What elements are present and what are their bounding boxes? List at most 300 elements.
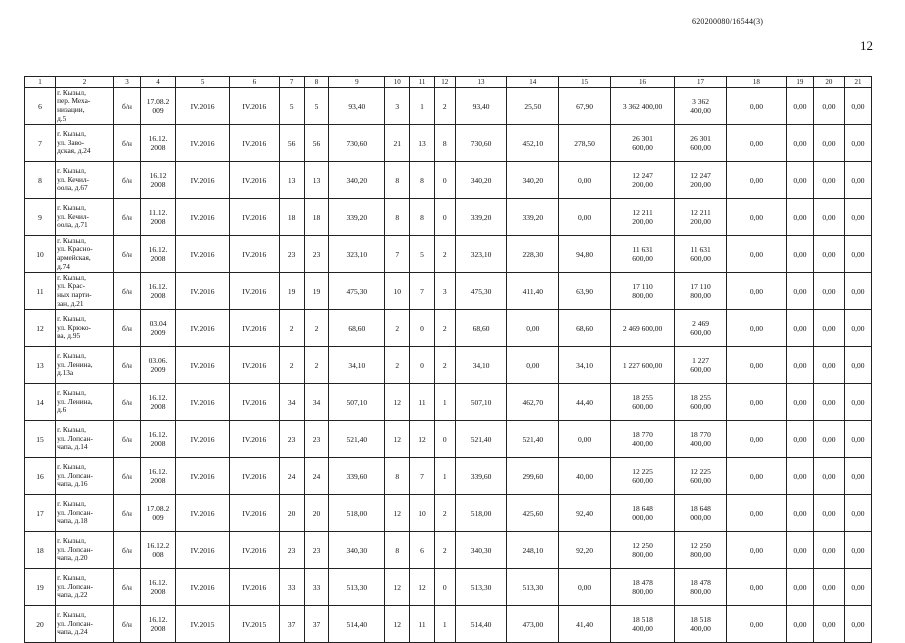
table-cell: б/н [114,273,141,310]
table-cell: 40,00 [559,458,611,495]
table-cell: 12 225 600,00 [610,458,674,495]
table-cell: 68,60 [455,310,507,347]
column-number: 19 [786,77,813,88]
table-cell: 34,10 [329,347,385,384]
table-cell: 0,00 [844,273,871,310]
table-cell: 2 [434,347,455,384]
table-cell: IV.2016 [176,421,230,458]
table-cell: 19 [304,273,329,310]
table-cell: 23 [279,421,304,458]
table-cell: 13 [25,347,56,384]
table-cell: 0,00 [813,384,844,421]
address-cell: г. Кызыл, ул. Лопсан- чапа, д.16 [56,458,114,495]
table-cell: 12 [385,384,410,421]
table-cell: 0,00 [813,458,844,495]
table-cell: 248,10 [507,532,559,569]
table-cell: 34 [304,384,329,421]
table-cell: 18 648 000,00 [610,495,674,532]
table-cell: 0,00 [559,421,611,458]
table-cell: 513,30 [455,569,507,606]
table-cell: 2 [434,495,455,532]
table-cell: 18 770 400,00 [610,421,674,458]
table-cell: 03.06. 2009 [140,347,175,384]
table-cell: 339,20 [507,199,559,236]
table-cell: 0 [434,421,455,458]
table-cell: б/н [114,236,141,273]
table-cell: 475,30 [329,273,385,310]
table-cell: 411,40 [507,273,559,310]
table-cell: 730,60 [329,125,385,162]
table-cell: 26 301 600,00 [675,125,727,162]
address-cell: г. Кызыл, ул. Лопсан- чапа, д.14 [56,421,114,458]
table-cell: 0,00 [786,273,813,310]
table-cell: 0,00 [844,88,871,125]
table-cell: 18 478 800,00 [675,569,727,606]
table-cell: 1 [410,88,435,125]
table-cell: 17 110 800,00 [675,273,727,310]
table-cell: 473,00 [507,606,559,643]
table-cell: 0,00 [786,88,813,125]
table-cell: 0,00 [786,421,813,458]
table-cell: б/н [114,495,141,532]
table-cell: IV.2016 [176,125,230,162]
table-cell: 0,00 [726,606,786,643]
table-cell: 339,60 [329,458,385,495]
table-cell: б/н [114,199,141,236]
table-cell: IV.2016 [229,458,279,495]
table-cell: 0,00 [813,199,844,236]
table-cell: 20 [304,495,329,532]
table-cell: б/н [114,458,141,495]
table-cell: 0,00 [559,199,611,236]
table-cell: 521,40 [507,421,559,458]
table-cell: 0,00 [844,569,871,606]
table-cell: 34 [279,384,304,421]
table-cell: 0,00 [786,458,813,495]
table-cell: 34,10 [559,347,611,384]
table-cell: 2 469 600,00 [675,310,727,347]
table-cell: IV.2016 [176,532,230,569]
table-cell: 18 [25,532,56,569]
table-cell: 18 255 600,00 [675,384,727,421]
table-cell: 11 [25,273,56,310]
table-cell: б/н [114,310,141,347]
table-cell: IV.2016 [176,162,230,199]
table-cell: 11.12. 2008 [140,199,175,236]
table-cell: IV.2015 [176,606,230,643]
table-cell: 23 [304,532,329,569]
column-number: 8 [304,77,329,88]
table-cell: 33 [279,569,304,606]
table-cell: 17 [25,495,56,532]
table-cell: 12 250 800,00 [675,532,727,569]
table-cell: 0,00 [726,384,786,421]
table-cell: 0,00 [786,384,813,421]
table-cell: 8 [385,199,410,236]
table-cell: 0 [410,310,435,347]
table-cell: 5 [279,88,304,125]
table-cell: 18 518 400,00 [610,606,674,643]
table-cell: 0 [434,199,455,236]
table-cell: 19 [25,569,56,606]
table-cell: 0,00 [844,199,871,236]
table-cell: IV.2016 [229,384,279,421]
table-cell: 8 [434,125,455,162]
table-cell: 16.12. 2008 [140,384,175,421]
table-cell: 33 [304,569,329,606]
table-cell: IV.2016 [176,458,230,495]
address-cell: г. Кызыл, ул. Ленина, д.6 [56,384,114,421]
table-cell: IV.2015 [229,606,279,643]
table-cell: 93,40 [329,88,385,125]
table-cell: 12 247 200,00 [610,162,674,199]
table-cell: 0 [434,162,455,199]
table-cell: 0,00 [813,347,844,384]
table-cell: 92,20 [559,532,611,569]
table-cell: 0,00 [844,310,871,347]
table-cell: 730,60 [455,125,507,162]
table-cell: IV.2016 [229,236,279,273]
table-cell: 518,00 [329,495,385,532]
table-cell: 0,00 [726,125,786,162]
table-cell: 18 [304,199,329,236]
table-cell: 16.12 2008 [140,162,175,199]
column-number: 17 [675,77,727,88]
table-cell: б/н [114,162,141,199]
address-cell: г. Кызыл, ул. Красно- армейская, д.74 [56,236,114,273]
column-number: 9 [329,77,385,88]
table-cell: 339,60 [455,458,507,495]
table-row [25,236,872,273]
table-cell: 12 [385,495,410,532]
table-cell: 23 [279,532,304,569]
table-cell: 12 [25,310,56,347]
table-cell: 0,00 [844,347,871,384]
column-number: 1 [25,77,56,88]
table-cell: 0,00 [813,310,844,347]
table-cell: 1 [434,458,455,495]
table-cell: 12 211 200,00 [610,199,674,236]
address-cell: г. Кызыл, ул. Кечил- оола, д.71 [56,199,114,236]
table-cell: 37 [279,606,304,643]
table-cell: 16.12. 2008 [140,421,175,458]
table-cell: 0,00 [726,532,786,569]
table-cell: 15 [25,421,56,458]
table-cell: 323,10 [455,236,507,273]
table-cell: 0,00 [726,273,786,310]
table-cell: 10 [410,495,435,532]
table-cell: IV.2016 [229,347,279,384]
table-cell: 0,00 [559,162,611,199]
table-cell: 12 250 800,00 [610,532,674,569]
table-cell: 18 518 400,00 [675,606,727,643]
table-cell: 507,10 [329,384,385,421]
table-cell: 0,00 [726,236,786,273]
table-cell: 67,90 [559,88,611,125]
table-cell: IV.2016 [229,88,279,125]
table-cell: 2 [434,310,455,347]
table-cell: 16.12. 2008 [140,458,175,495]
table-cell: 11 631 600,00 [610,236,674,273]
table-cell: 0,00 [786,236,813,273]
table-cell: 11 631 600,00 [675,236,727,273]
table-cell: 24 [304,458,329,495]
table-cell: 0,00 [844,125,871,162]
table-cell: 0,00 [726,162,786,199]
table-cell: 475,30 [455,273,507,310]
table-cell: 24 [279,458,304,495]
table-cell: 0,00 [726,495,786,532]
table-cell: б/н [114,384,141,421]
table-cell: 513,30 [507,569,559,606]
column-number: 12 [434,77,455,88]
table-cell: 513,30 [329,569,385,606]
table-cell: 18 255 600,00 [610,384,674,421]
table-cell: 7 [25,125,56,162]
table-cell: 13 [304,162,329,199]
table-cell: 37 [304,606,329,643]
table-cell: 10 [25,236,56,273]
address-cell: г. Кызыл, ул. Заво- дская, д.24 [56,125,114,162]
table-cell: 2 [304,310,329,347]
table-cell: 0,00 [786,162,813,199]
table-cell: 2 [434,532,455,569]
table-cell: 0,00 [786,532,813,569]
table-cell: 0,00 [507,347,559,384]
table-cell: 0,00 [844,421,871,458]
table-cell: 507,10 [455,384,507,421]
table-cell: 340,20 [329,162,385,199]
table-cell: 20 [279,495,304,532]
table-cell: 8 [410,199,435,236]
housing-register-table [24,76,872,643]
table-cell: 13 [410,125,435,162]
table-cell: б/н [114,347,141,384]
table-cell: 9 [25,199,56,236]
column-number: 3 [114,77,141,88]
table-row [25,495,872,532]
table-cell: 0,00 [507,310,559,347]
table-cell: 1 [434,384,455,421]
table-cell: IV.2016 [229,273,279,310]
table-cell: 0 [434,569,455,606]
address-cell: г. Кызыл, ул. Крюко- ва, д.95 [56,310,114,347]
table-cell: 0,00 [813,273,844,310]
table-cell: 16 [25,458,56,495]
table-cell: 0,00 [844,606,871,643]
table-cell: 21 [385,125,410,162]
table-cell: 0,00 [813,162,844,199]
table-cell: 7 [410,273,435,310]
table-cell: 68,60 [329,310,385,347]
table-cell: 16.12. 2008 [140,125,175,162]
table-cell: IV.2016 [229,569,279,606]
table-cell: 26 301 600,00 [610,125,674,162]
table-cell: 514,40 [455,606,507,643]
table-cell: 0,00 [844,495,871,532]
table-cell: 12 [410,421,435,458]
table-cell: 0,00 [813,606,844,643]
column-number: 6 [229,77,279,88]
table-cell: б/н [114,569,141,606]
table-cell: 23 [304,236,329,273]
table-cell: 44,40 [559,384,611,421]
table-cell: IV.2016 [176,384,230,421]
table-cell: 03.04 2009 [140,310,175,347]
table-cell: 63,90 [559,273,611,310]
table-cell: 2 [434,236,455,273]
table-cell: IV.2016 [176,88,230,125]
table-cell: 20 [25,606,56,643]
table-cell: 12 [385,569,410,606]
table-cell: 16.12. 2008 [140,606,175,643]
table-row [25,347,872,384]
table-cell: 17 110 800,00 [610,273,674,310]
table-cell: 92,40 [559,495,611,532]
table-cell: 14 [25,384,56,421]
table-cell: 323,10 [329,236,385,273]
table-cell: IV.2016 [176,236,230,273]
table-cell: 16.12. 2008 [140,569,175,606]
table-cell: 0,00 [726,347,786,384]
table-row [25,532,872,569]
table-cell: 23 [279,236,304,273]
table-cell: б/н [114,88,141,125]
table-cell: 0,00 [813,532,844,569]
table-row [25,310,872,347]
table-cell: 7 [385,236,410,273]
column-number: 4 [140,77,175,88]
column-number: 15 [559,77,611,88]
table-cell: IV.2016 [229,495,279,532]
table-row [25,162,872,199]
table-row [25,273,872,310]
table-cell: 0,00 [726,421,786,458]
table-row [25,125,872,162]
table-cell: 1 227 600,00 [675,347,727,384]
table-cell: 7 [410,458,435,495]
table-cell: 0,00 [786,310,813,347]
table-cell: 6 [25,88,56,125]
table-cell: 6 [410,532,435,569]
page-number: 12 [860,38,873,53]
column-number: 7 [279,77,304,88]
table-cell: 0,00 [786,125,813,162]
table-cell: б/н [114,125,141,162]
table-cell: 0,00 [844,236,871,273]
table-cell: 18 770 400,00 [675,421,727,458]
table-cell: 11 [410,606,435,643]
table-cell: IV.2016 [176,495,230,532]
table-cell: 0,00 [813,569,844,606]
table-cell: 2 469 600,00 [610,310,674,347]
address-cell: г. Кызыл, ул. Ленина, д.13а [56,347,114,384]
table-cell: 0,00 [844,458,871,495]
table-cell: 0,00 [813,88,844,125]
table-cell: IV.2016 [176,273,230,310]
table-cell: 0,00 [726,569,786,606]
table-cell: 0,00 [844,532,871,569]
table-cell: 8 [385,162,410,199]
table-cell: 8 [385,532,410,569]
table-cell: 339,20 [455,199,507,236]
table-cell: 340,30 [329,532,385,569]
table-cell: 0,00 [786,199,813,236]
table-cell: 2 [385,347,410,384]
table-cell: 0,00 [786,569,813,606]
table-cell: 56 [279,125,304,162]
table-cell: 0,00 [813,125,844,162]
table-cell: 0,00 [726,458,786,495]
address-cell: г. Кызыл, ул. Крас- ных парти- зан, д.21 [56,273,114,310]
address-cell: г. Кызыл, ул. Лопсан- чапа, д.24 [56,606,114,643]
table-cell: 12 [385,421,410,458]
table-cell: 2 [304,347,329,384]
table-cell: 10 [385,273,410,310]
table-cell: 3 362 400,00 [610,88,674,125]
table-cell: 12 225 600,00 [675,458,727,495]
table-cell: 0,00 [786,347,813,384]
table-cell: 25,50 [507,88,559,125]
address-cell: г. Кызыл, ул. Лопсан- чапа, д.20 [56,532,114,569]
table-cell: 340,30 [455,532,507,569]
column-number: 5 [176,77,230,88]
table-cell: 1 [434,606,455,643]
table-row [25,606,872,643]
table-cell: 0 [410,347,435,384]
table-row [25,384,872,421]
table-cell: 12 [385,606,410,643]
table-cell: 518,00 [455,495,507,532]
table-cell: 94,80 [559,236,611,273]
table-cell: 0,00 [726,199,786,236]
column-number: 14 [507,77,559,88]
table-cell: IV.2016 [229,125,279,162]
table-cell: 23 [304,421,329,458]
table-cell: 93,40 [455,88,507,125]
table-cell: 8 [25,162,56,199]
table-cell: 16.12. 2008 [140,236,175,273]
table-cell: б/н [114,606,141,643]
table-cell: 8 [410,162,435,199]
table-cell: 5 [304,88,329,125]
table-cell: 3 [434,273,455,310]
table-cell: 514,40 [329,606,385,643]
table-cell: 2 [385,310,410,347]
table-cell: 18 648 000,00 [675,495,727,532]
table-cell: IV.2016 [229,310,279,347]
table-cell: 18 [279,199,304,236]
table-cell: 0,00 [844,162,871,199]
address-cell: г. Кызыл, ул. Лопсан- чапа, д.18 [56,495,114,532]
table-cell: 17.08.2 009 [140,495,175,532]
table-row [25,569,872,606]
table-cell: IV.2016 [176,347,230,384]
table-cell: 17.08.2 009 [140,88,175,125]
table-cell: 0,00 [559,569,611,606]
table-cell: 56 [304,125,329,162]
table-cell: 2 [434,88,455,125]
table-cell: 16.12.2 008 [140,532,175,569]
table-cell: 16.12. 2008 [140,273,175,310]
table-cell: IV.2016 [176,199,230,236]
table-cell: 425,60 [507,495,559,532]
table-cell: 8 [385,458,410,495]
table-body [25,88,872,643]
table-cell: IV.2016 [229,162,279,199]
table-cell: 0,00 [844,384,871,421]
table-cell: 5 [410,236,435,273]
